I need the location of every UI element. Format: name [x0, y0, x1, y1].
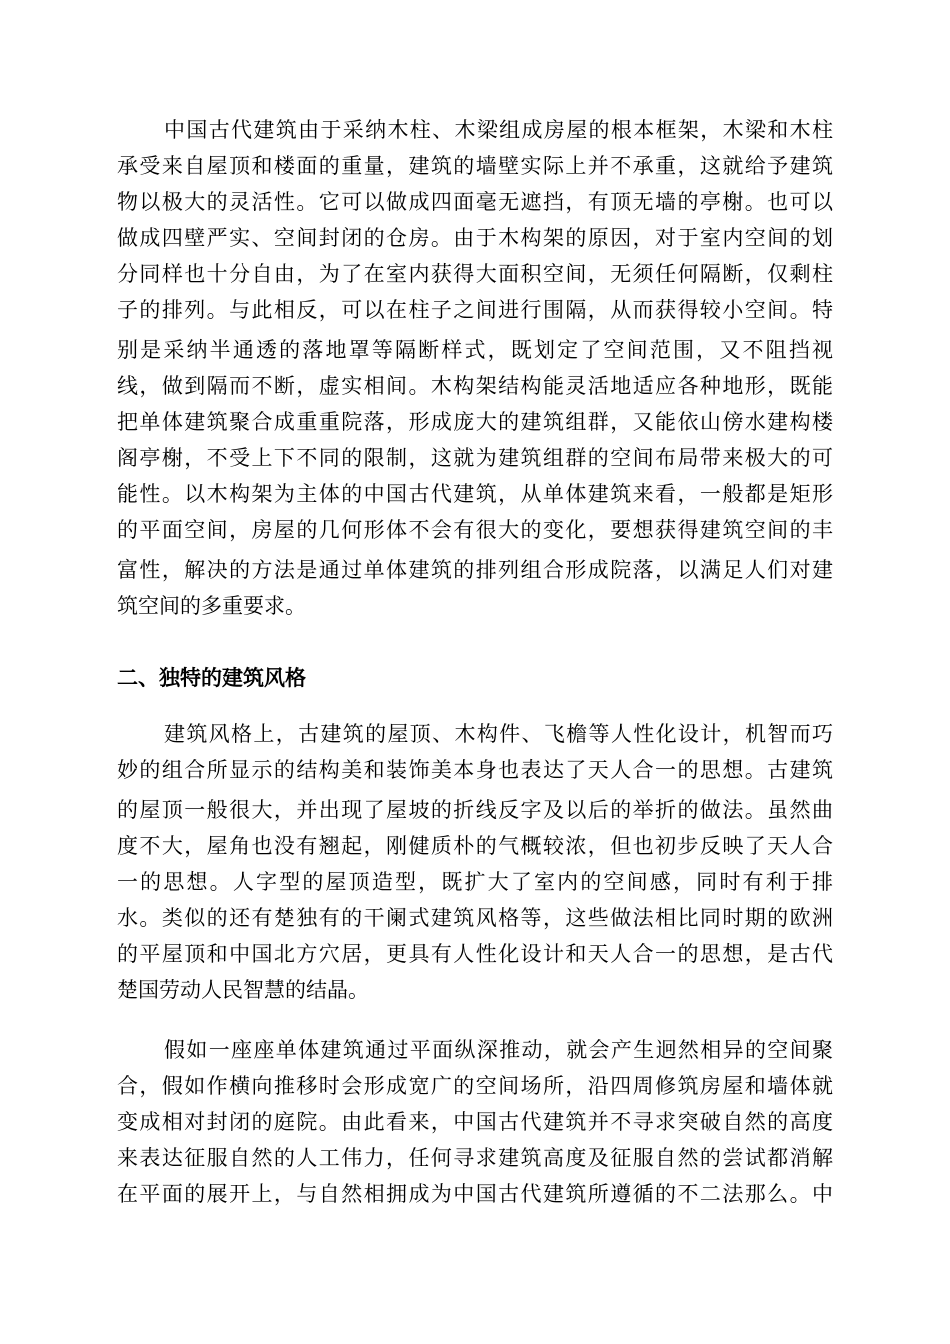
text-line: 分同样也十分自由，为了在室内获得大面积空间，无须任何隔断，仅剩柱: [117, 262, 833, 286]
text-line: 的平面空间，房屋的几何形体不会有很大的变化，要想获得建筑空间的丰: [117, 518, 833, 542]
text-line: 能性。以木构架为主体的中国古代建筑，从单体建筑来看，一般都是矩形: [117, 482, 833, 506]
text-line: 变成相对封闭的庭院。由此看来，中国古代建筑并不寻求突破自然的高度: [117, 1110, 833, 1134]
text-line: 富性，解决的方法是通过单体建筑的排列组合形成院落，以满足人们对建: [117, 558, 833, 582]
text-line: 假如一座座单体建筑通过平面纵深推动，就会产生迥然相异的空间聚: [164, 1038, 833, 1062]
text-line: 阁亭榭，不受上下不同的限制，这就为建筑组群的空间布局带来极大的可: [117, 446, 833, 470]
text-line: 做成四壁严实、空间封闭的仓房。由于木构架的原因，对于室内空间的划: [117, 226, 833, 250]
text-line: 一的思想。人字型的屋顶造型，既扩大了室内的空间感，同时有利于排: [117, 870, 833, 894]
text-line: 别是采纳半通透的落地罩等隔断样式，既划定了空间范围，又不阻挡视: [117, 338, 833, 362]
text-line: 承受来自屋顶和楼面的重量，建筑的墙壁实际上并不承重，这就给予建筑: [117, 154, 833, 178]
text-line: 妙的组合所显示的结构美和装饰美本身也表达了天人合一的思想。古建筑: [117, 758, 833, 782]
text-line: 来表达征服自然的人工伟力，任何寻求建筑高度及征服自然的尝试都消解: [117, 1146, 833, 1170]
text-line: 合，假如作横向推移时会形成宽广的空间场所，沿四周修筑房屋和墙体就: [117, 1074, 833, 1098]
text-line: 度不大，屋角也没有翘起，刚健质朴的气概较浓，但也初步反映了天人合: [117, 834, 833, 858]
text-line: 线，做到隔而不断，虚实相间。木构架结构能灵活地适应各种地形，既能: [117, 374, 833, 398]
text-line: 子的排列。与此相反，可以在柱子之间进行围隔，从而获得较小空间。特: [117, 298, 833, 322]
text-line: 筑空间的多重要求。: [117, 594, 306, 618]
text-line: 物以极大的灵活性。它可以做成四面毫无遮挡，有顶无墙的亭榭。也可以: [117, 190, 833, 214]
text-line: 建筑风格上，古建筑的屋顶、木构件、飞檐等人性化设计，机智而巧: [164, 722, 833, 746]
text-line: 楚国劳动人民智慧的结晶。: [117, 978, 369, 1002]
text-line: 中国古代建筑由于采纳木柱、木梁组成房屋的根本框架，木梁和木柱: [164, 118, 833, 142]
text-line: 的屋顶一般很大，并出现了屋坡的折线反字及以后的举折的做法。虽然曲: [117, 798, 833, 822]
text-line: 水。类似的还有楚独有的干阑式建筑风格等，这些做法相比同时期的欧洲: [117, 906, 833, 930]
text-line: 在平面的展开上，与自然相拥成为中国古代建筑所遵循的不二法那么。中: [117, 1182, 833, 1206]
text-line: 把单体建筑聚合成重重院落，形成庞大的建筑组群，又能依山傍水建构楼: [117, 410, 833, 434]
text-line: 的平屋顶和中国北方穴居，更具有人性化设计和天人合一的思想，是古代: [117, 942, 833, 966]
section-heading: 二、独特的建筑风格: [117, 666, 306, 690]
